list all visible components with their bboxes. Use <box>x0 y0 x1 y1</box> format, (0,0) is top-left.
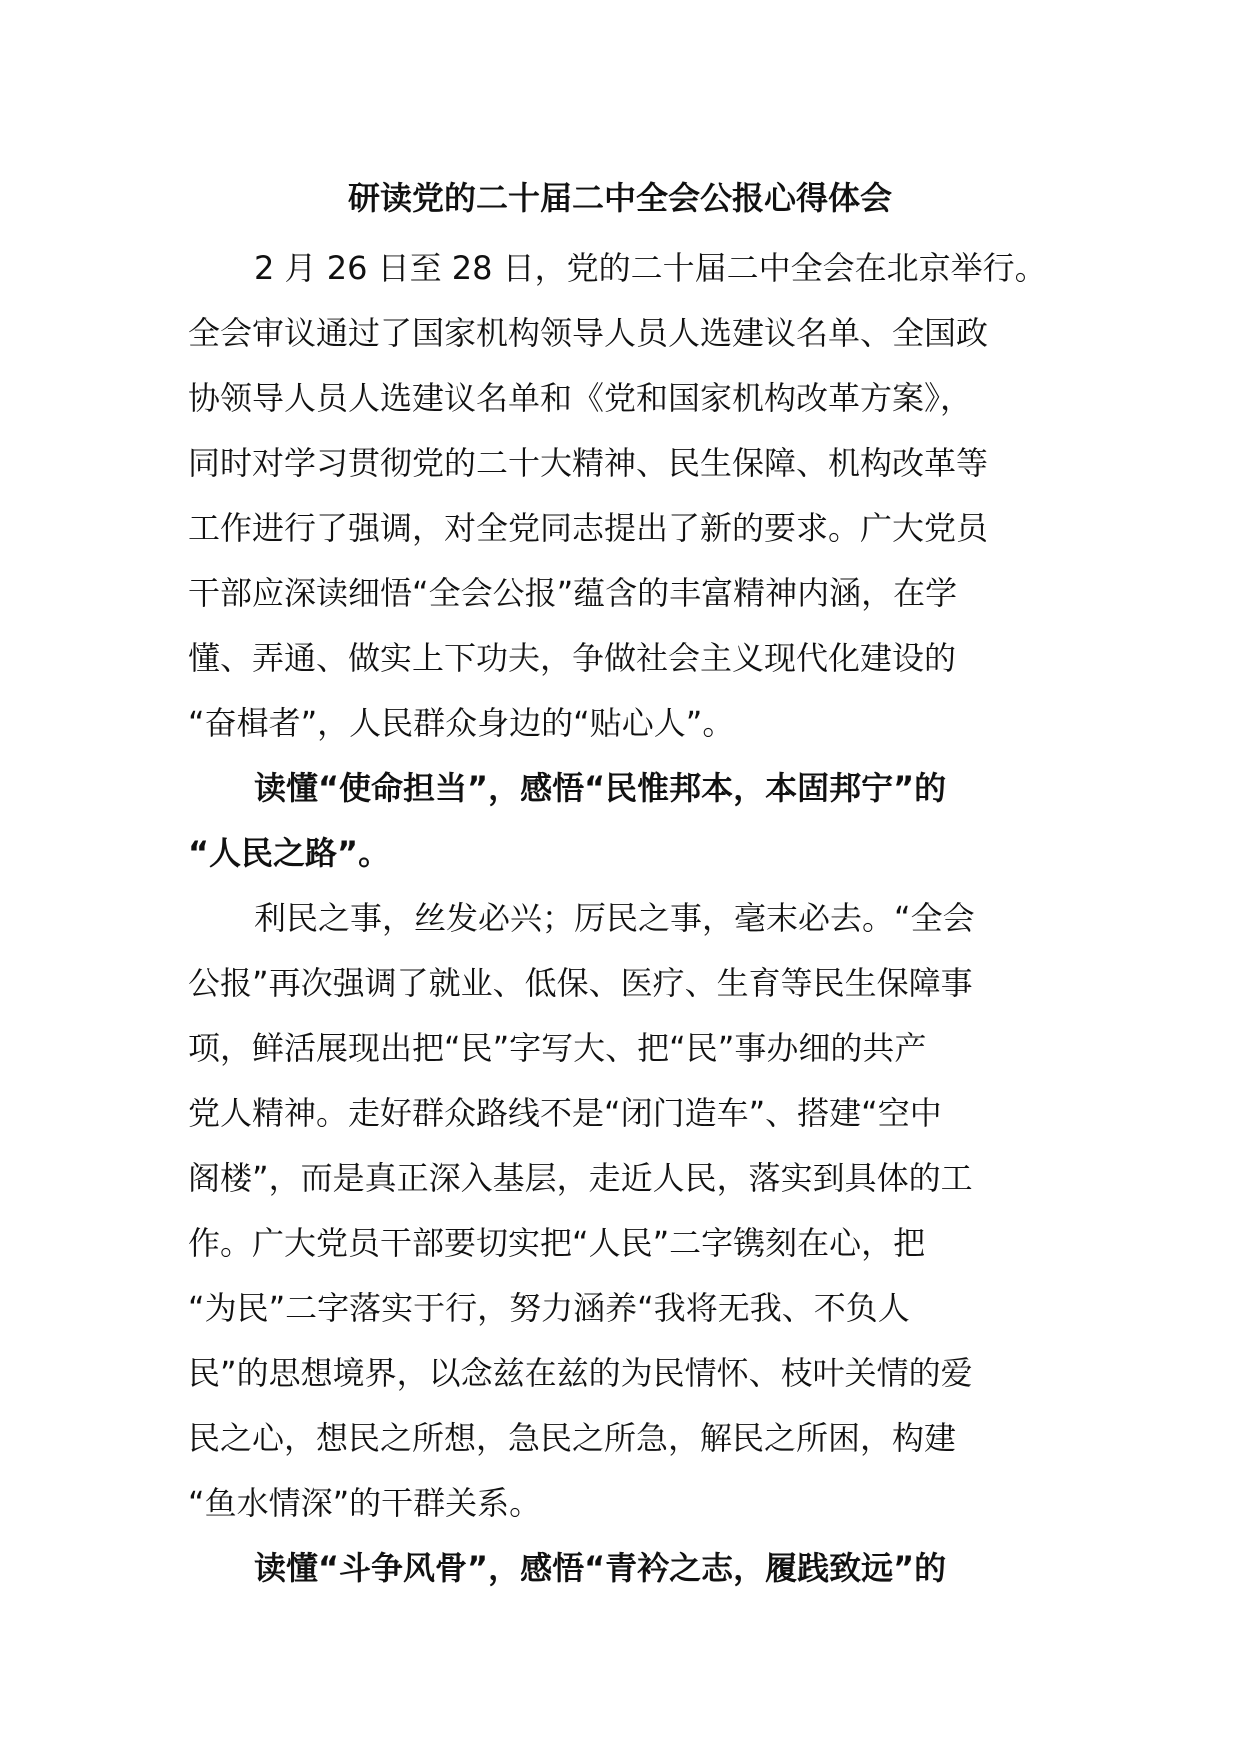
paragraph-line: 项，鲜活展现出把“民”字写大、把“民”事办细的共产 <box>188 1029 927 1067</box>
paragraph-line: 利民之事，丝发必兴；厉民之事，毫末必去。“全会 <box>254 899 975 937</box>
section-heading-line: “人民之路”。 <box>188 834 391 872</box>
paragraph-line: 干部应深读细悟“全会公报”蕴含的丰富精神内涵，在学 <box>188 574 958 612</box>
document-title: 研读党的二十届二中全会公报心得体会 <box>347 179 892 217</box>
paragraph-line: 懂、弄通、做实上下功夫，争做社会主义现代化建设的 <box>188 639 957 677</box>
section-heading-line: 读懂“使命担当”，感悟“民惟邦本，本固邦宁”的 <box>254 769 947 807</box>
paragraph-line: “为民”二字落实于行，努力涵养“我将无我、不负人 <box>188 1289 910 1327</box>
paragraph-line: 阁楼”，而是真正深入基层，走近人民，落实到具体的工 <box>188 1159 973 1197</box>
paragraph-line: 全会审议通过了国家机构领导人员人选建议名单、全国政 <box>188 314 989 352</box>
paragraph-line: 党人精神。走好群众路线不是“闭门造车”、搭建“空中 <box>188 1094 942 1132</box>
section-heading-line: 读懂“斗争风骨”，感悟“青衿之志，履践致远”的 <box>254 1549 947 1587</box>
paragraph-line: “鱼水情深”的干群关系。 <box>188 1484 542 1522</box>
paragraph-line: 公报”再次强调了就业、低保、医疗、生育等民生保障事 <box>188 964 973 1002</box>
document-body <box>188 236 1068 1601</box>
paragraph-line: 工作进行了强调，对全党同志提出了新的要求。广大党员 <box>188 509 989 547</box>
paragraph-line: 作。广大党员干部要切实把“人民”二字镌刻在心，把 <box>188 1224 926 1262</box>
paragraph-line: 协领导人员人选建议名单和《党和国家机构改革方案》， <box>188 379 973 417</box>
paragraph-line: 2 月 26 日至 28 日，党的二十届二中全会在北京举行。 <box>254 249 1047 287</box>
paragraph-line: 民”的思想境界，以念兹在兹的为民情怀、枝叶关情的爱 <box>188 1354 973 1392</box>
paragraph-line: “奋楫者”，人民群众身边的“贴心人”。 <box>188 704 735 742</box>
paragraph-line: 民之心，想民之所想，急民之所急，解民之所困，构建 <box>188 1419 957 1457</box>
paragraph-line: 同时对学习贯彻党的二十大精神、民生保障、机构改革等 <box>188 444 989 482</box>
